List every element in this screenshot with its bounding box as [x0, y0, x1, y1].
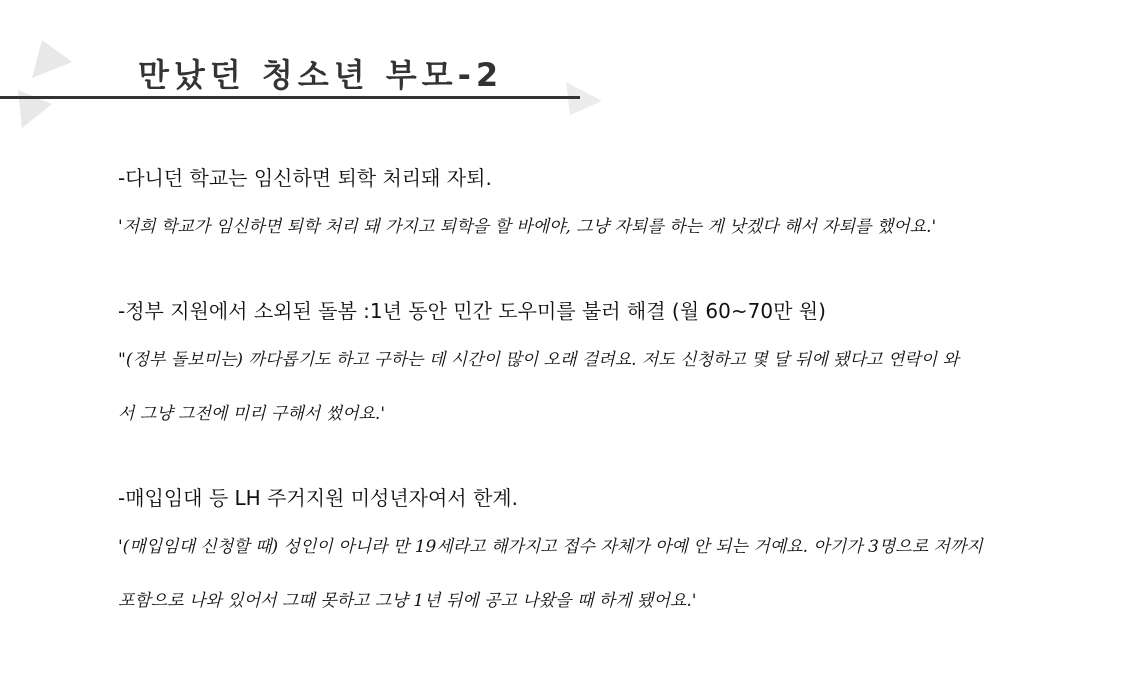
slide-title: 만났던 청소년 부모-2 — [138, 56, 504, 94]
section-housing-support — [118, 484, 1078, 628]
interview-quote — [118, 200, 1078, 254]
quote-line: '(매입임대 신청할 때) 성인이 아니라 만 19세라고 해가지고 접수 자체가 아예 안 되는 거예요. 아기가 3명으로 저까지 — [118, 537, 983, 557]
section-heading: -정부 지원에서 소외된 돌봄 :1년 동안 민간 도우미를 불러 해결 (월 60~70만 원) — [118, 299, 826, 323]
quote-line: "(정부 돌보미는) 까다롭기도 하고 구하는 데 시간이 많이 오래 걸려요. 저도 신청하고 몇 달 뒤에 됐다고 연락이 와 — [118, 350, 959, 370]
triangle-decoration-top — [32, 40, 72, 78]
section-childcare-support — [118, 297, 1078, 441]
interview-quote — [118, 520, 1078, 628]
quote-line: 서 그냥 그전에 미리 구해서 썼어요.' — [118, 404, 386, 424]
interview-quote — [118, 333, 1078, 441]
section-heading: -다니던 학교는 임신하면 퇴학 처리돼 자퇴. — [118, 166, 492, 190]
section-heading: -매입임대 등 LH 주거지원 미성년자여서 한계. — [118, 486, 518, 510]
quote-line: 포함으로 나와 있어서 그때 못하고 그냥 1년 뒤에 공고 나왔을 때 하게 됐어요.' — [118, 591, 697, 611]
title-underline — [0, 96, 580, 99]
section-school-dropout — [118, 164, 1078, 254]
quote-line: '저희 학교가 임신하면 퇴학 처리 돼 가지고 퇴학을 할 바에야, 그냥 자퇴를 하는 게 낫겠다 해서 자퇴를 했어요.' — [118, 217, 937, 237]
